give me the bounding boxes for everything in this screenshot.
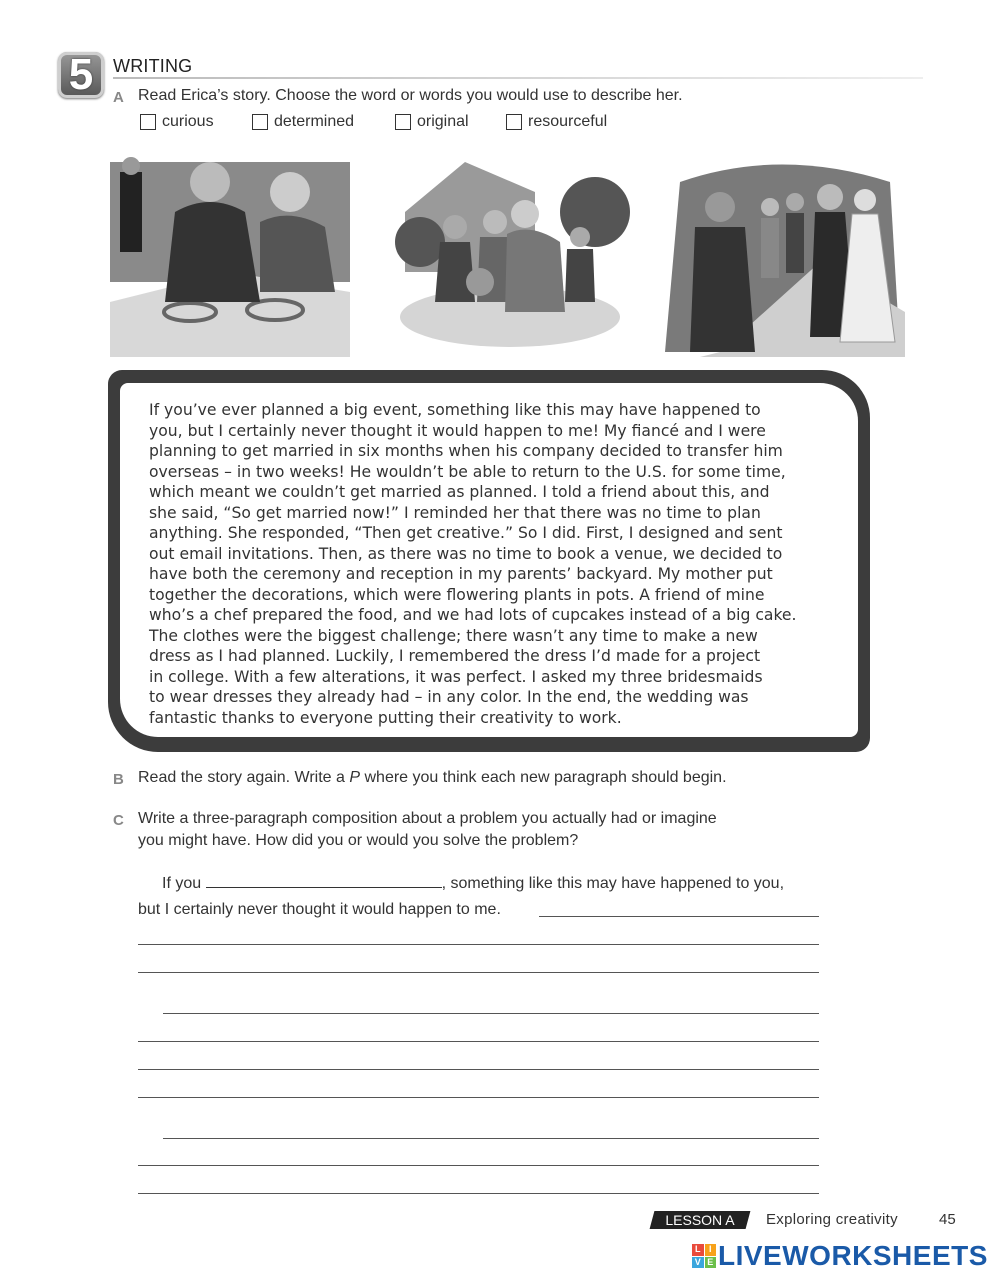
story-line: have both the ceremony and reception in my parents’ backyard. My mother put [149, 565, 773, 583]
writing-line[interactable] [138, 1097, 819, 1098]
checkbox[interactable] [506, 114, 522, 130]
story-line: overseas – in two weeks! He wouldn’t be able to return to the U.S. for some time, [149, 462, 786, 481]
section-number-badge [58, 52, 104, 98]
story-line: together the decorations, which were flowering plants in pots. A friend of mine [149, 585, 765, 604]
story-line: who’s a chef prepared the food, and we had lots of cupcakes instead of a big cake. [149, 606, 797, 624]
logo-letter: E [705, 1257, 717, 1269]
writing-line[interactable] [138, 1041, 819, 1042]
writing-line[interactable] [163, 1013, 819, 1014]
story-line: you, but I certainly never thought it would happen to me! My fiancé and I were [149, 421, 766, 440]
story-line: anything. She responded, “Then get creative.” So I did. First, I designed and sent [149, 524, 783, 542]
story-line: fantastic thanks to everyone putting their creativity to work. [149, 708, 622, 727]
writing-line[interactable] [138, 1193, 819, 1194]
question-c-letter: C [113, 812, 124, 829]
question-a-letter: A [113, 89, 124, 106]
question-b-text-2: where you think each new paragraph should begin. [360, 769, 727, 786]
story-line: to wear dresses they already had – in any color. In the end, the wedding was [149, 688, 749, 706]
question-b-text-1: Read the story again. Write a [138, 769, 350, 786]
question-b-letter: B [113, 771, 124, 788]
lesson-tag-label: LESSON A [665, 1212, 735, 1228]
brand-name: LIVEWORKSHEETS [718, 1240, 988, 1271]
composition-line-2: but I certainly never thought it would happen to me. [138, 901, 501, 918]
lesson-title: Exploring creativity [766, 1211, 898, 1228]
question-b-italic: P [349, 769, 361, 786]
story-line: in college. With a few alterations, it was perfect. I asked my three bridesmaids [149, 667, 763, 686]
logo-letter: V [692, 1257, 704, 1269]
logo-letter: L [692, 1244, 704, 1256]
option-original[interactable] [395, 113, 469, 131]
story-line: planning to get married in six months when his company decided to transfer him [149, 442, 783, 460]
story-line: The clothes were the biggest challenge; there wasn’t any time to make a new [149, 626, 758, 645]
option-label: original [417, 113, 469, 130]
question-c-line-1: Write a three-paragraph composition about a problem you actually had or imagine [138, 810, 717, 827]
section-title: WRITING [113, 56, 193, 76]
story-line: dress as I had planned. Luckily, I remembered the dress I’d made for a project [149, 647, 761, 665]
section-divider [113, 77, 923, 79]
illustration-wedding-ceremony [660, 152, 905, 357]
checkbox[interactable] [395, 114, 411, 130]
checkbox[interactable] [140, 114, 156, 130]
section-number: 5 [68, 50, 94, 99]
composition-line-1 [162, 873, 784, 893]
option-label: curious [162, 113, 214, 130]
writing-line[interactable] [138, 972, 819, 973]
option-curious[interactable] [140, 113, 214, 131]
illustration-backyard-planning [395, 152, 630, 357]
story-text [149, 400, 854, 728]
story-line: If you’ve ever planned a big event, something like this may have happened to [149, 401, 761, 419]
option-label: resourceful [528, 113, 608, 130]
composition-start-1: If you [162, 875, 202, 892]
question-a-text: Read Erica’s story. Choose the word or words you would use to describe her. [138, 87, 683, 104]
writing-line[interactable] [539, 916, 819, 917]
logo-letter: I [705, 1244, 717, 1256]
checkbox[interactable] [252, 114, 268, 130]
question-c-line-2: you might have. How did you or would you solve the problem? [138, 832, 579, 849]
story-line: out email invitations. Then, as there was no time to book a venue, we decided to [149, 544, 783, 563]
fill-blank-1[interactable] [206, 873, 442, 888]
story-line: which meant we couldn’t get married as planned. I told a friend about this, and [149, 483, 770, 501]
writing-line[interactable] [138, 1069, 819, 1070]
writing-line[interactable] [138, 1165, 819, 1166]
composition-start-2: , something like this may have happened to you, [441, 875, 785, 892]
writing-line[interactable] [163, 1138, 819, 1139]
page-number: 45 [939, 1211, 956, 1228]
liveworksheets-brand [692, 1240, 988, 1272]
writing-line[interactable] [138, 944, 819, 945]
illustration-restaurant-couple [110, 152, 350, 357]
lesson-tag [650, 1211, 751, 1229]
option-resourceful[interactable] [506, 113, 607, 131]
option-determined[interactable] [252, 113, 354, 131]
question-b-text [138, 769, 727, 787]
story-line: she said, “So get married now!” I reminded her that there was no time to plan [149, 503, 761, 522]
option-label: determined [274, 113, 355, 130]
liveworksheets-logo-icon [692, 1244, 716, 1268]
